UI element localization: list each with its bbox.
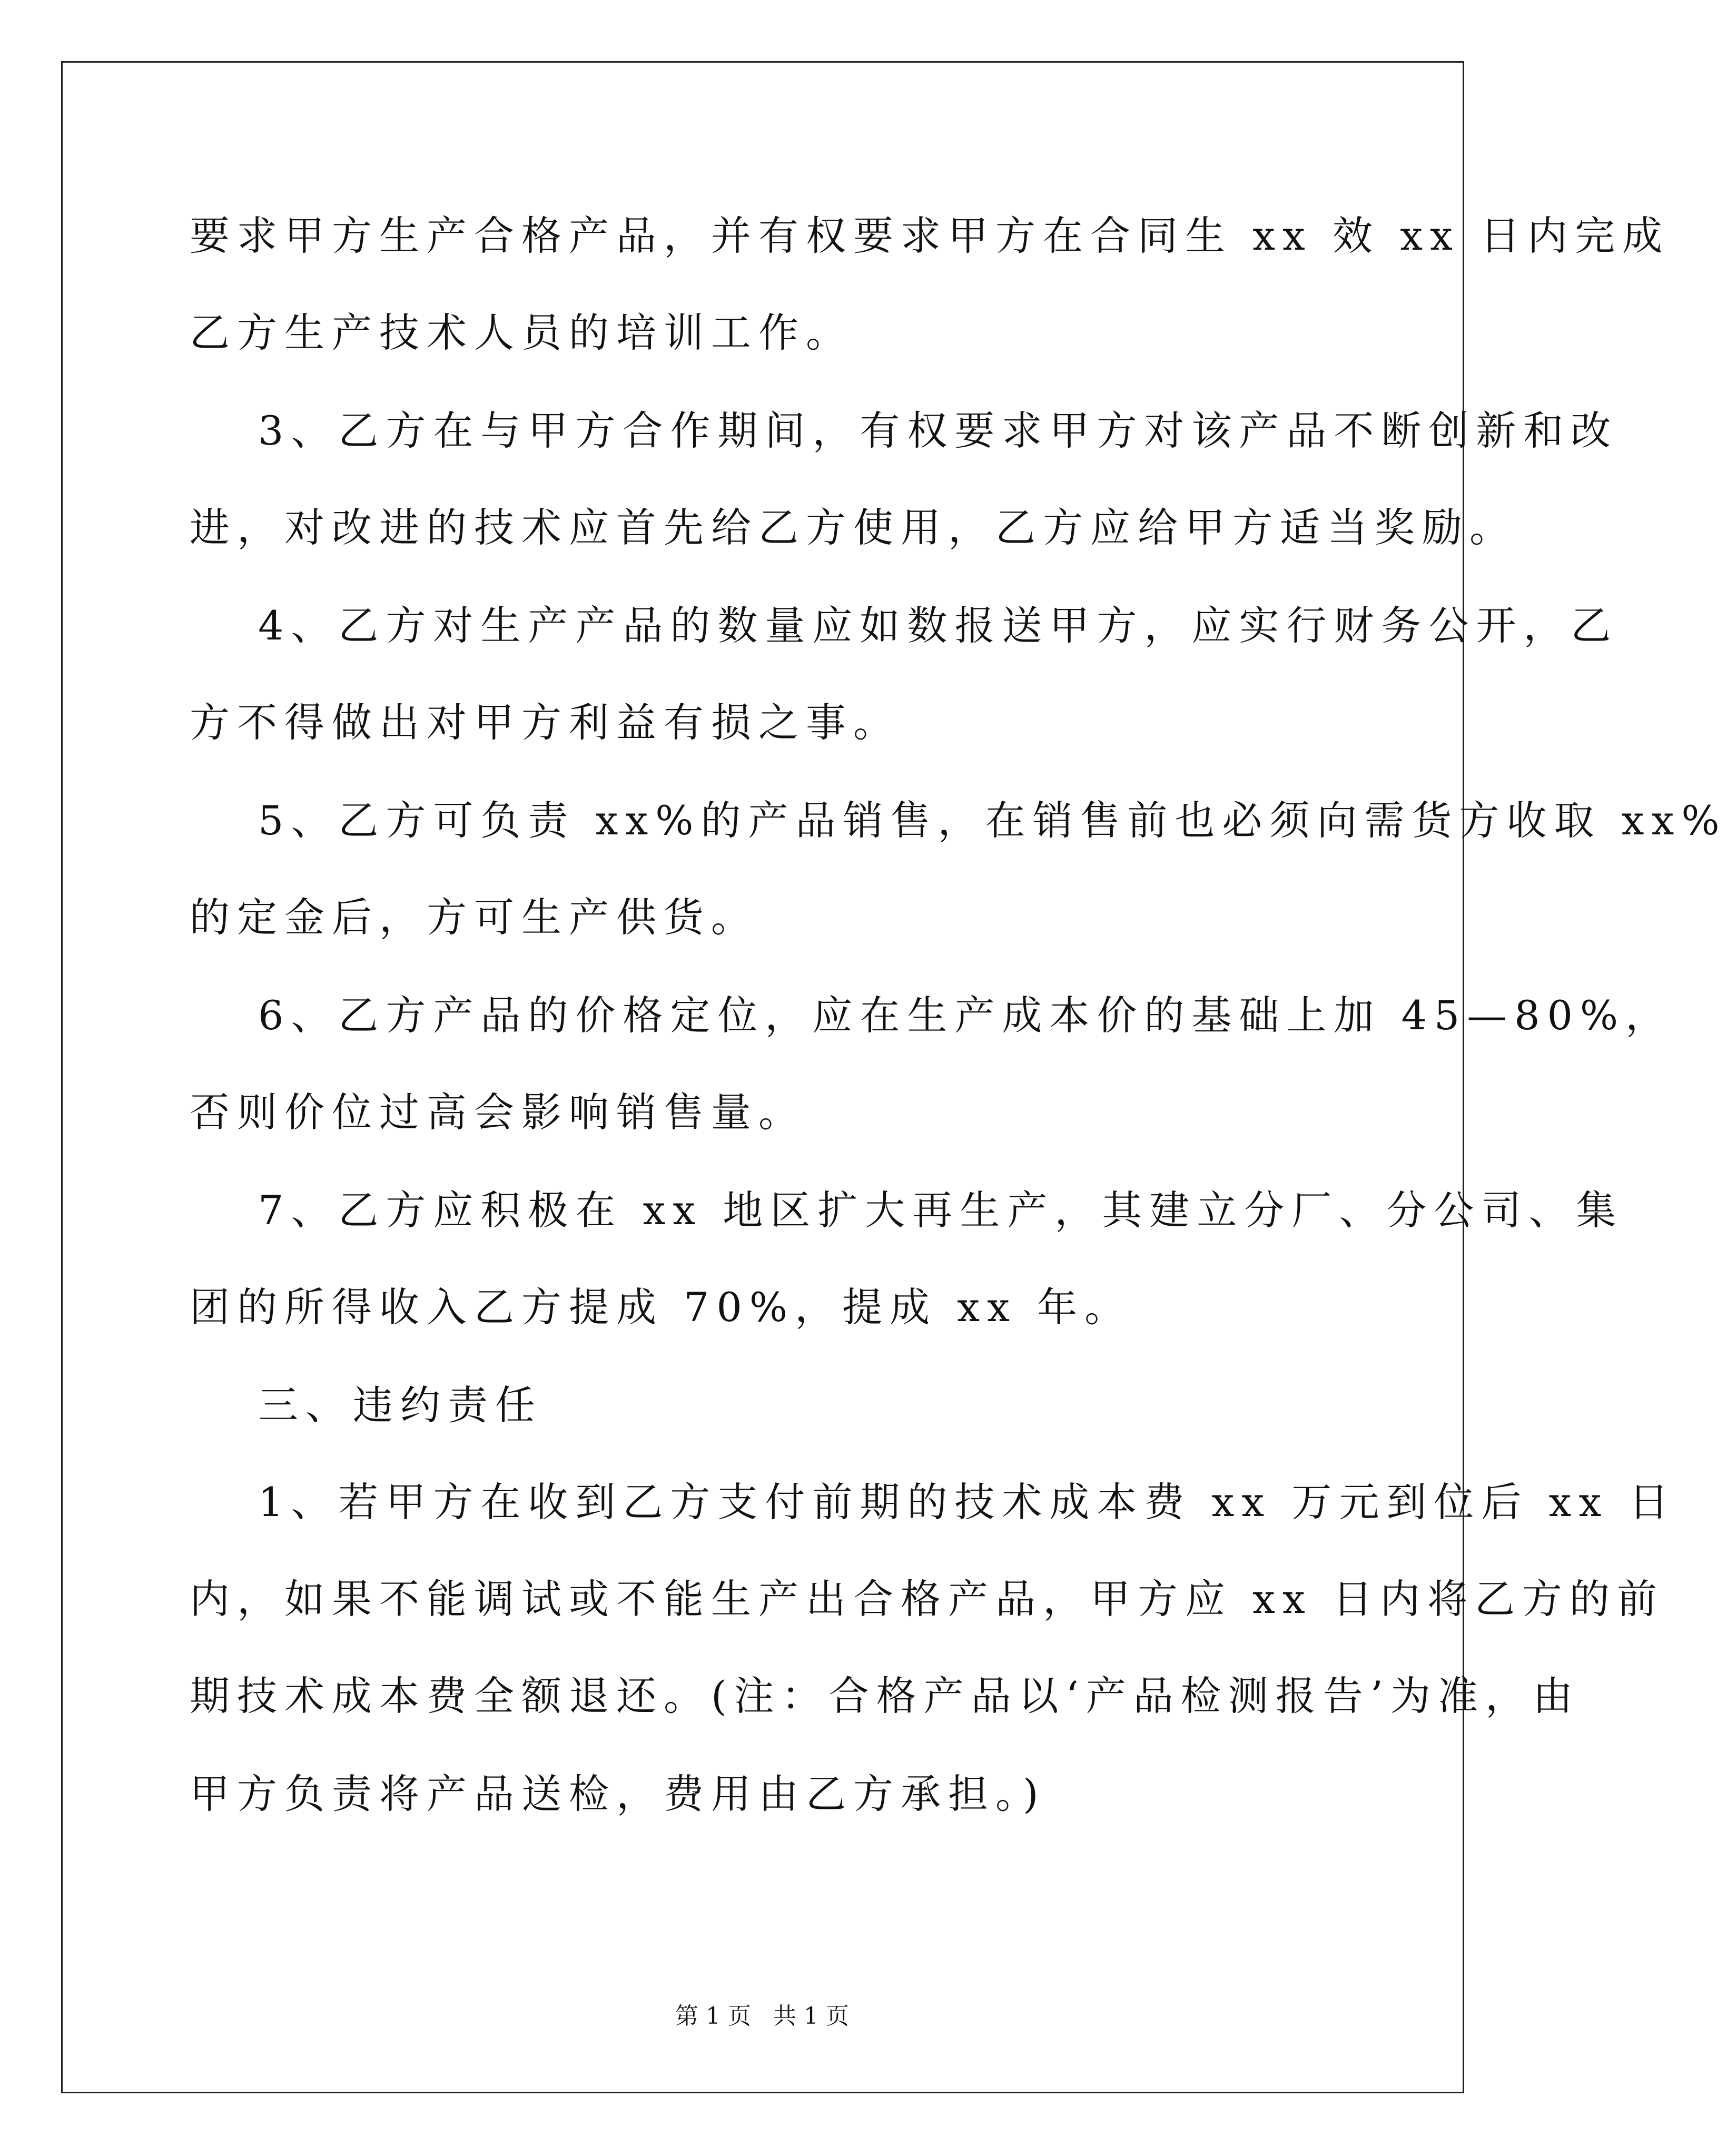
- text-line: 团的所得收入乙方提成 70%，提成 xx 年。: [190, 1284, 1132, 1331]
- text-line: 3、乙方在与甲方合作期间，有权要求甲方对该产品不断创新和改: [258, 407, 1619, 454]
- text-line: 5、乙方可负责 xx%的产品销售，在销售前也必须向需货方收取 xx%: [258, 797, 1727, 844]
- text-line: 方不得做出对甲方利益有损之事。: [190, 699, 901, 746]
- text-line: 内，如果不能调试或不能生产出合格产品，甲方应 xx 日内将乙方的前: [190, 1576, 1665, 1622]
- text-line: 6、乙方产品的价格定位，应在生产成本价的基础上加 45—80%，: [258, 992, 1673, 1039]
- text-line: 1、若甲方在收到乙方支付前期的技术成本费 xx 万元到位后 xx 日: [258, 1479, 1676, 1525]
- text-line: 期技术成本费全额退还。(注：合格产品以‘产品检测报告’为准，由: [190, 1672, 1580, 1719]
- text-line: 否则价位过高会影响销售量。: [190, 1089, 806, 1136]
- text-line: 乙方生产技术人员的培训工作。: [190, 309, 853, 356]
- section-heading: 三、违约责任: [258, 1382, 542, 1429]
- text-line: 进，对改进的技术应首先给乙方使用，乙方应给甲方适当奖励。: [190, 504, 1517, 551]
- page-number-footer: 第 1 页 共 1 页: [675, 2003, 849, 2030]
- text-line: 7、乙方应积极在 xx 地区扩大再生产，其建立分厂、分公司、集: [258, 1187, 1624, 1234]
- text-line: 要求甲方生产合格产品，并有权要求甲方在合同生 xx 效 xx 日内完成: [190, 212, 1670, 259]
- text-line: 的定金后，方可生产供货。: [190, 894, 758, 941]
- text-line: 甲方负责将产品送检，费用由乙方承担。): [190, 1770, 1046, 1817]
- text-line: 4、乙方对生产产品的数量应如数报送甲方，应实行财务公开，乙: [258, 602, 1619, 649]
